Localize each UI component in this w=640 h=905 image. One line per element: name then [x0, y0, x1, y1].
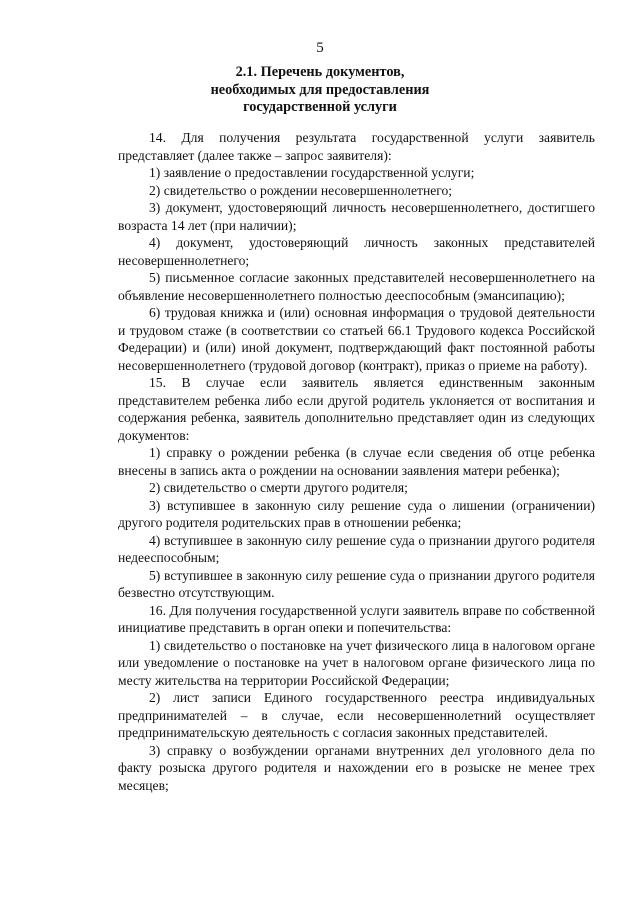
- document-body: [118, 129, 595, 794]
- list-item: 2) лист записи Единого государственного реестра индивидуальных предпринимателей – в случае, если несовершеннолетний осуществляет предпринимательскую деятельность с согласия законных представителей.: [118, 690, 595, 740]
- paragraph-15: 15. В случае если заявитель является единственным законным представителем ребенка либо если другой родитель уклоняется от воспитания и содержания ребенка, заявитель дополнительно представляет один из следующих документов:: [118, 375, 595, 443]
- list-item: 2) свидетельство о рождении несовершеннолетнего;: [149, 182, 453, 198]
- list-item: 1) заявление о предоставлении государственной услуги;: [149, 165, 475, 180]
- paragraph-14: 14. Для получения результата государственной услуги заявитель представляет (далее также – запрос заявителя):: [118, 130, 595, 163]
- list-item: 5) вступившее в законную силу решение суда о признании другого родителя безвестно отсутствующим.: [118, 567, 595, 600]
- page-number: 5: [316, 40, 324, 56]
- list-item: 1) свидетельство о постановке на учет физического лица в налоговом органе или уведомление о постановке на учет в налоговом органе физического лица по месту жительства на территории Российской Федерации;: [118, 637, 595, 688]
- list-item: 2) свидетельство о смерти другого родителя;: [149, 480, 408, 495]
- list-item: 4) вступившее в законную силу решение суда о признании другого родителя недееспособным;: [118, 532, 595, 565]
- section-heading-line: государственной услуги: [243, 99, 397, 115]
- list-item: 3) вступившее в законную силу решение суда о лишении (ограничении) другого родителя родительских прав в отношении ребенка;: [118, 497, 595, 530]
- section-heading: [0, 64, 640, 117]
- list-item: 3) документ, удостоверяющий личность несовершеннолетнего, достигшего возраста 14 лет (при наличии);: [118, 200, 595, 233]
- list-item: 3) справку о возбуждении органами внутренних дел уголовного дела по факту розыска другого родителя и нахождении его в розыске не менее трех месяцев;: [118, 742, 595, 793]
- list-item: 4) документ, удостоверяющий личность законных представителей несовершеннолетнего;: [118, 235, 595, 268]
- paragraph-16: 16. Для получения государственной услуги заявитель вправе по собственной инициативе представить в орган опеки и попечительства:: [118, 602, 595, 635]
- list-item: 1) справку о рождении ребенка (в случае если сведения об отце ребенка внесены в запись акта о рождении на основании заявления матери ребенка);: [118, 445, 595, 478]
- list-item: 6) трудовая книжка и (или) основная информация о трудовой деятельности и трудовом стаже (в соответствии со статьей 66.1 Трудового кодекса Российской Федерации) и (или) иной документ, подтверждающий факт постоянной работы несовершеннолетнего (трудовой договор (контракт), приказ о приеме на работу).: [118, 305, 595, 373]
- section-heading-line: 2.1. Перечень документов,: [235, 64, 405, 80]
- list-item: 5) письменное согласие законных представителей несовершеннолетнего на объявление несовершеннолетнего полностью дееспособным (эмансипацию);: [118, 270, 595, 303]
- section-heading-line: необходимых для предоставления: [210, 81, 430, 98]
